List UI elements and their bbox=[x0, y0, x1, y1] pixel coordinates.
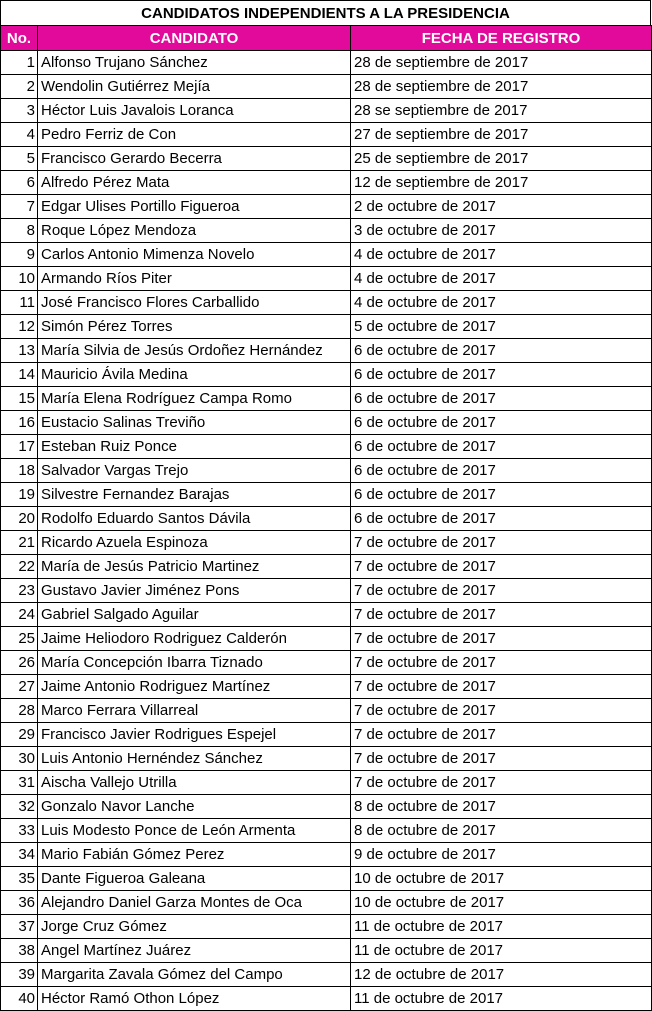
registration-date: 7 de octubre de 2017 bbox=[351, 675, 652, 699]
candidate-name: Silvestre Fernandez Barajas bbox=[38, 483, 351, 507]
table-row bbox=[1, 219, 652, 243]
candidate-name: Wendolin Gutiérrez Mejía bbox=[38, 75, 351, 99]
row-number: 9 bbox=[1, 243, 38, 267]
row-number: 36 bbox=[1, 891, 38, 915]
row-number: 19 bbox=[1, 483, 38, 507]
candidate-name: José Francisco Flores Carballido bbox=[38, 291, 351, 315]
candidate-name: Alfonso Trujano Sánchez bbox=[38, 51, 351, 75]
registration-date: 2 de octubre de 2017 bbox=[351, 195, 652, 219]
row-number: 20 bbox=[1, 507, 38, 531]
table-row bbox=[1, 435, 652, 459]
candidate-name: Gonzalo Navor Lanche bbox=[38, 795, 351, 819]
row-number: 24 bbox=[1, 603, 38, 627]
row-number: 35 bbox=[1, 867, 38, 891]
candidate-name: María Concepción Ibarra Tiznado bbox=[38, 651, 351, 675]
header-row bbox=[1, 26, 652, 51]
row-number: 8 bbox=[1, 219, 38, 243]
table-row bbox=[1, 819, 652, 843]
candidate-name: Héctor Ramó Othon López bbox=[38, 987, 351, 1011]
table-row bbox=[1, 387, 652, 411]
table-row bbox=[1, 627, 652, 651]
registration-date: 27 de septiembre de 2017 bbox=[351, 123, 652, 147]
registration-date: 7 de octubre de 2017 bbox=[351, 771, 652, 795]
header-date: FECHA DE REGISTRO bbox=[351, 26, 652, 51]
candidate-name: Mauricio Ávila Medina bbox=[38, 363, 351, 387]
registration-date: 28 se septiembre de 2017 bbox=[351, 99, 652, 123]
registration-date: 3 de octubre de 2017 bbox=[351, 219, 652, 243]
registration-date: 6 de octubre de 2017 bbox=[351, 387, 652, 411]
registration-date: 4 de octubre de 2017 bbox=[351, 291, 652, 315]
header-no: No. bbox=[1, 26, 38, 51]
registration-date: 7 de octubre de 2017 bbox=[351, 627, 652, 651]
candidate-name: Mario Fabián Gómez Perez bbox=[38, 843, 351, 867]
registration-date: 7 de octubre de 2017 bbox=[351, 747, 652, 771]
table-row bbox=[1, 459, 652, 483]
row-number: 31 bbox=[1, 771, 38, 795]
candidate-name: Francisco Javier Rodrigues Espejel bbox=[38, 723, 351, 747]
table-row bbox=[1, 651, 652, 675]
candidate-name: María Silvia de Jesús Ordoñez Hernández bbox=[38, 339, 351, 363]
table-row bbox=[1, 723, 652, 747]
candidate-name: Ricardo Azuela Espinoza bbox=[38, 531, 351, 555]
row-number: 17 bbox=[1, 435, 38, 459]
registration-date: 11 de octubre de 2017 bbox=[351, 939, 652, 963]
row-number: 6 bbox=[1, 171, 38, 195]
table-row bbox=[1, 579, 652, 603]
row-number: 30 bbox=[1, 747, 38, 771]
table-row bbox=[1, 747, 652, 771]
row-number: 38 bbox=[1, 939, 38, 963]
candidate-name: Dante Figueroa Galeana bbox=[38, 867, 351, 891]
table-row bbox=[1, 843, 652, 867]
table-row bbox=[1, 147, 652, 171]
table-row bbox=[1, 291, 652, 315]
candidate-name: Gabriel Salgado Aguilar bbox=[38, 603, 351, 627]
table-row bbox=[1, 507, 652, 531]
candidate-name: Alfredo Pérez Mata bbox=[38, 171, 351, 195]
candidate-name: Héctor Luis Javalois Loranca bbox=[38, 99, 351, 123]
registration-date: 9 de octubre de 2017 bbox=[351, 843, 652, 867]
candidate-name: Marco Ferrara Villarreal bbox=[38, 699, 351, 723]
registration-date: 4 de octubre de 2017 bbox=[351, 243, 652, 267]
row-number: 26 bbox=[1, 651, 38, 675]
row-number: 10 bbox=[1, 267, 38, 291]
table-row bbox=[1, 555, 652, 579]
registration-date: 7 de octubre de 2017 bbox=[351, 531, 652, 555]
candidate-name: Edgar Ulises Portillo Figueroa bbox=[38, 195, 351, 219]
candidate-name: Armando Ríos Piter bbox=[38, 267, 351, 291]
row-number: 11 bbox=[1, 291, 38, 315]
row-number: 1 bbox=[1, 51, 38, 75]
table-row bbox=[1, 363, 652, 387]
row-number: 18 bbox=[1, 459, 38, 483]
table-row bbox=[1, 411, 652, 435]
row-number: 5 bbox=[1, 147, 38, 171]
registration-date: 10 de octubre de 2017 bbox=[351, 867, 652, 891]
row-number: 22 bbox=[1, 555, 38, 579]
table-row bbox=[1, 99, 652, 123]
table-row bbox=[1, 75, 652, 99]
candidate-name: Angel Martínez Juárez bbox=[38, 939, 351, 963]
registration-date: 6 de octubre de 2017 bbox=[351, 363, 652, 387]
candidate-name: María de Jesús Patricio Martinez bbox=[38, 555, 351, 579]
row-number: 14 bbox=[1, 363, 38, 387]
candidate-name: Esteban Ruiz Ponce bbox=[38, 435, 351, 459]
candidate-name: Rodolfo Eduardo Santos Dávila bbox=[38, 507, 351, 531]
table-row bbox=[1, 51, 652, 75]
table-row bbox=[1, 699, 652, 723]
candidate-name: Margarita Zavala Gómez del Campo bbox=[38, 963, 351, 987]
registration-date: 6 de octubre de 2017 bbox=[351, 435, 652, 459]
row-number: 28 bbox=[1, 699, 38, 723]
candidate-name: Luis Antonio Hernéndez Sánchez bbox=[38, 747, 351, 771]
row-number: 27 bbox=[1, 675, 38, 699]
row-number: 16 bbox=[1, 411, 38, 435]
table-row bbox=[1, 867, 652, 891]
header-candidate: CANDIDATO bbox=[38, 26, 351, 51]
registration-date: 7 de octubre de 2017 bbox=[351, 699, 652, 723]
registration-date: 25 de septiembre de 2017 bbox=[351, 147, 652, 171]
row-number: 39 bbox=[1, 963, 38, 987]
table-row bbox=[1, 795, 652, 819]
registration-date: 7 de octubre de 2017 bbox=[351, 603, 652, 627]
table-row bbox=[1, 195, 652, 219]
row-number: 2 bbox=[1, 75, 38, 99]
candidate-name: Simón Pérez Torres bbox=[38, 315, 351, 339]
table-row bbox=[1, 339, 652, 363]
table-row bbox=[1, 987, 652, 1011]
row-number: 21 bbox=[1, 531, 38, 555]
registration-date: 4 de octubre de 2017 bbox=[351, 267, 652, 291]
candidate-name: Alejandro Daniel Garza Montes de Oca bbox=[38, 891, 351, 915]
registration-date: 11 de octubre de 2017 bbox=[351, 915, 652, 939]
registration-date: 6 de octubre de 2017 bbox=[351, 411, 652, 435]
sheet-title: CANDIDATOS INDEPENDIENTS A LA PRESIDENCIA bbox=[0, 0, 651, 25]
candidate-name: Salvador Vargas Trejo bbox=[38, 459, 351, 483]
table-row bbox=[1, 267, 652, 291]
row-number: 13 bbox=[1, 339, 38, 363]
candidate-name: Eustacio Salinas Treviño bbox=[38, 411, 351, 435]
candidate-name: Luis Modesto Ponce de León Armenta bbox=[38, 819, 351, 843]
row-number: 23 bbox=[1, 579, 38, 603]
registration-date: 12 de octubre de 2017 bbox=[351, 963, 652, 987]
table-row bbox=[1, 891, 652, 915]
candidate-name: Jorge Cruz Gómez bbox=[38, 915, 351, 939]
candidate-name: Francisco Gerardo Becerra bbox=[38, 147, 351, 171]
table-row bbox=[1, 771, 652, 795]
row-number: 12 bbox=[1, 315, 38, 339]
registration-date: 6 de octubre de 2017 bbox=[351, 507, 652, 531]
candidate-name: Gustavo Javier Jiménez Pons bbox=[38, 579, 351, 603]
candidates-table bbox=[0, 25, 652, 1011]
table-row bbox=[1, 483, 652, 507]
candidate-name: Jaime Heliodoro Rodriguez Calderón bbox=[38, 627, 351, 651]
candidate-name: Jaime Antonio Rodriguez Martínez bbox=[38, 675, 351, 699]
row-number: 32 bbox=[1, 795, 38, 819]
row-number: 37 bbox=[1, 915, 38, 939]
table-row bbox=[1, 531, 652, 555]
table-row bbox=[1, 603, 652, 627]
table-row bbox=[1, 675, 652, 699]
registration-date: 7 de octubre de 2017 bbox=[351, 651, 652, 675]
row-number: 7 bbox=[1, 195, 38, 219]
row-number: 25 bbox=[1, 627, 38, 651]
registration-date: 12 de septiembre de 2017 bbox=[351, 171, 652, 195]
registration-date: 8 de octubre de 2017 bbox=[351, 795, 652, 819]
registration-date: 7 de octubre de 2017 bbox=[351, 579, 652, 603]
registration-date: 7 de octubre de 2017 bbox=[351, 555, 652, 579]
row-number: 33 bbox=[1, 819, 38, 843]
candidate-name: María Elena Rodríguez Campa Romo bbox=[38, 387, 351, 411]
table-row bbox=[1, 243, 652, 267]
registration-date: 5 de octubre de 2017 bbox=[351, 315, 652, 339]
registration-date: 11 de octubre de 2017 bbox=[351, 987, 652, 1011]
registration-date: 7 de octubre de 2017 bbox=[351, 723, 652, 747]
candidate-name: Roque López Mendoza bbox=[38, 219, 351, 243]
registration-date: 6 de octubre de 2017 bbox=[351, 339, 652, 363]
candidate-name: Aischa Vallejo Utrilla bbox=[38, 771, 351, 795]
row-number: 34 bbox=[1, 843, 38, 867]
registration-date: 10 de octubre de 2017 bbox=[351, 891, 652, 915]
table-row bbox=[1, 963, 652, 987]
registration-date: 8 de octubre de 2017 bbox=[351, 819, 652, 843]
registration-date: 28 de septiembre de 2017 bbox=[351, 75, 652, 99]
candidate-name: Pedro Ferriz de Con bbox=[38, 123, 351, 147]
row-number: 40 bbox=[1, 987, 38, 1011]
candidate-name: Carlos Antonio Mimenza Novelo bbox=[38, 243, 351, 267]
registration-date: 28 de septiembre de 2017 bbox=[351, 51, 652, 75]
table-row bbox=[1, 915, 652, 939]
registration-date: 6 de octubre de 2017 bbox=[351, 459, 652, 483]
registration-date: 6 de octubre de 2017 bbox=[351, 483, 652, 507]
table-row bbox=[1, 315, 652, 339]
table-row bbox=[1, 171, 652, 195]
table-row bbox=[1, 939, 652, 963]
row-number: 15 bbox=[1, 387, 38, 411]
row-number: 3 bbox=[1, 99, 38, 123]
row-number: 4 bbox=[1, 123, 38, 147]
table-row bbox=[1, 123, 652, 147]
row-number: 29 bbox=[1, 723, 38, 747]
